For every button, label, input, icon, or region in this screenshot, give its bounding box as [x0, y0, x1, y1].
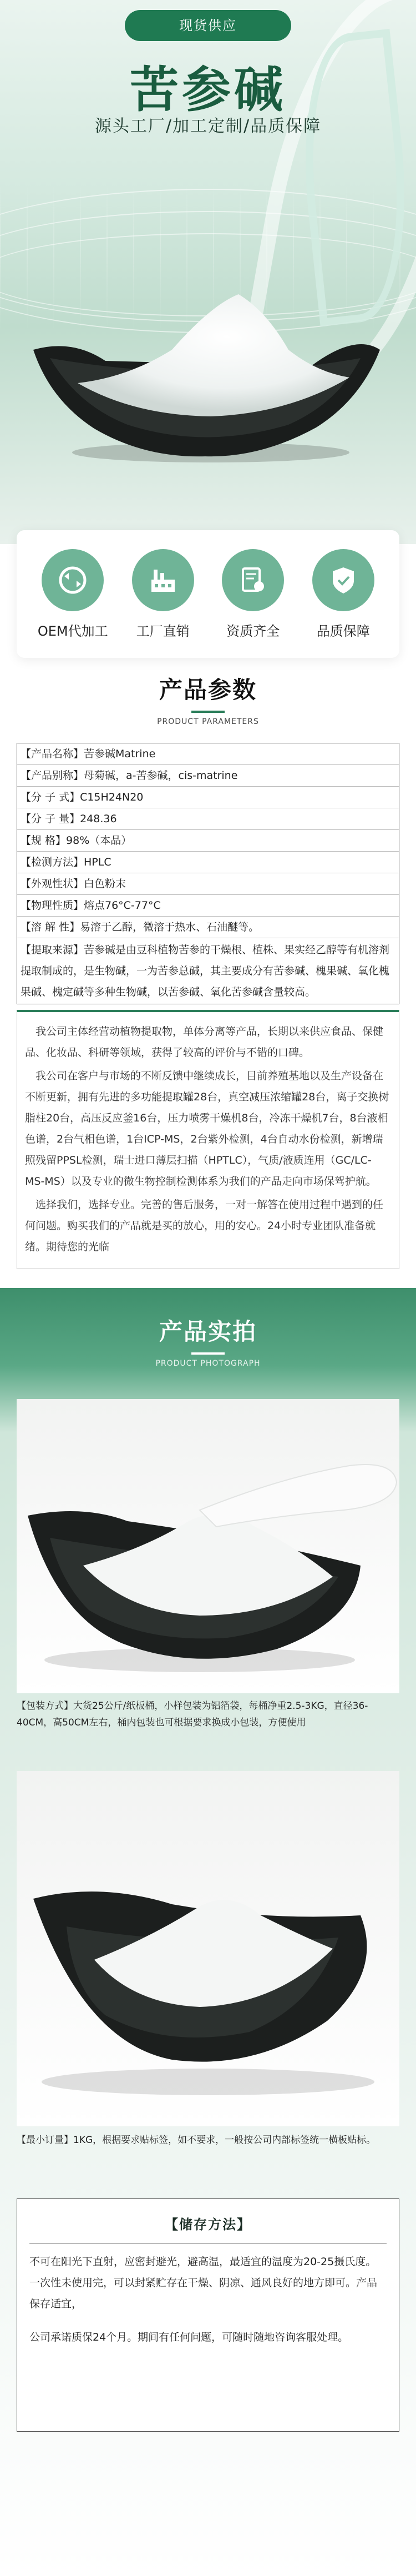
section-title: 产品实拍 — [159, 1318, 257, 1345]
param-row: 【规 格】98%（本品） — [17, 830, 399, 852]
feature-label: 工厂直销 — [136, 623, 190, 639]
param-row: 【提取来源】苦参碱是由豆科植物苦参的干燥根、植株、果实经乙醇等有机溶剂提取制成的，是生物碱，一为苦参总碱，其主要成分有苦参碱、槐果碱、氧化槐果碱、槐定碱等多种生物碱，以苦参碱、氧化苦参碱含量较高。 — [21, 944, 390, 998]
param-row: 【溶 解 性】易溶于乙醇，微溶于热水、石油醚等。 — [17, 917, 399, 938]
min-order-caption: 【最小订量】1KG，根据要求贴标签，如不要求，一般按公司内部标签统一横板贴标。 — [17, 2135, 376, 2146]
hero-banner — [0, 0, 416, 544]
feature-factory — [124, 549, 202, 640]
powder-dish-image — [17, 1771, 399, 2126]
intro-paragraph: 我公司在客户与市场的不断反馈中继续成长，目前养殖基地以及生产设备在不断更新，拥有先进的多功能提取罐28台，真空减压浓缩罐28台，离子交换树脂柱20台，高压反应釜16台，压力喷雾干燥机8台，冷冻干燥机7台，8台液相色谱，2台气相色谱，1台ICP-MS，2台紫外检测，4台自动水份检测，新增瑞照残留PPSL检测，瑞士进口薄层扫描（HPTLC），气质/液质连用（GC/LC-MS-MS）以及专业的微生物控制检测体系为我们的产品走向市场保驾护航。 — [25, 1070, 389, 1188]
param-row: 【分 子 式】C15H24N20 — [17, 787, 399, 808]
section-subtitle: PRODUCT PHOTOGRAPH — [155, 1359, 261, 1368]
packaging-caption: 【包装方式】大货25公斤/纸板桶，小样包装为铝箔袋，每桶净重2.5-3KG，直径36-40CM，高50CM左右，桶内包装也可根据要求换成小包装，方便使用 — [17, 1700, 368, 1728]
storage-box — [17, 2198, 399, 2432]
certificate-icon — [222, 549, 284, 611]
feature-label: OEM代加工 — [37, 623, 108, 639]
feature-quality — [305, 549, 382, 640]
intro-paragraph: 选择我们，选择专业。完善的售后服务，一对一解答在使用过程中遇到的任何问题。购买我们的产品就是买的放心，用的安心。24小时专业团队准备就绪。期待您的光临 — [25, 1199, 384, 1253]
param-row: 【检测方法】HPLC — [17, 852, 399, 873]
product-photo — [17, 1399, 399, 1693]
storage-title: 【储存方法】 — [165, 2217, 251, 2232]
params-section — [0, 672, 416, 1269]
title-underline — [191, 1352, 225, 1355]
product-title: 苦参碱 — [129, 61, 286, 118]
powder-bowl-image — [28, 283, 383, 466]
product-slogan: 源头工厂/加工定制/品质保障 — [94, 117, 322, 136]
section-subtitle: PRODUCT PARAMETERS — [157, 717, 259, 726]
params-table — [17, 743, 399, 1004]
storage-text — [29, 2251, 387, 2348]
feature-certificate — [214, 549, 292, 640]
photo-heading — [0, 1288, 416, 1368]
section-title: 产品参数 — [159, 676, 257, 703]
product-photo — [17, 1771, 399, 2126]
param-row: 【外观性状】白色粉末 — [17, 873, 399, 895]
param-row: 【产品别称】母菊碱，a-苦参碱，cis-matrine — [17, 765, 399, 787]
title-underline — [191, 711, 225, 713]
intro-paragraph: 我公司主体经营动植物提取物，单体分离等产品，长期以来供应食品、保健品、化妆品、科研等领域，获得了较高的评价与不错的口碑。 — [25, 1025, 384, 1059]
photo-section — [0, 1288, 416, 2576]
features-card — [17, 530, 399, 658]
param-row: 【分 子 量】248.36 — [17, 808, 399, 830]
param-row: 【产品名称】苦参碱Matrine — [17, 743, 399, 765]
handshake-icon — [42, 549, 104, 611]
storage-paragraph: 不可在阳光下直射，应密封避光，避高温，最适宜的温度为20-25摄氏度。一次性未使用完，可以封紧贮存在干燥、阴凉、通风良好的地方即可。产品保存适宜， — [29, 2256, 378, 2310]
feature-label: 品质保障 — [316, 623, 370, 639]
feature-label: 资质齐全 — [226, 623, 280, 639]
company-intro — [17, 1010, 399, 1269]
param-row: 【物理性质】熔点76°C-77°C — [17, 895, 399, 917]
powder-dish-with-spoon-image — [17, 1399, 399, 1693]
stock-badge: 现货供应 — [125, 10, 291, 41]
shield-icon — [312, 549, 374, 611]
feature-oem — [34, 549, 111, 640]
storage-paragraph: 公司承诺质保24个月。期间有任何问题，可随时随地咨询客服处理。 — [29, 2331, 349, 2343]
params-heading — [0, 672, 416, 726]
factory-icon — [132, 549, 194, 611]
